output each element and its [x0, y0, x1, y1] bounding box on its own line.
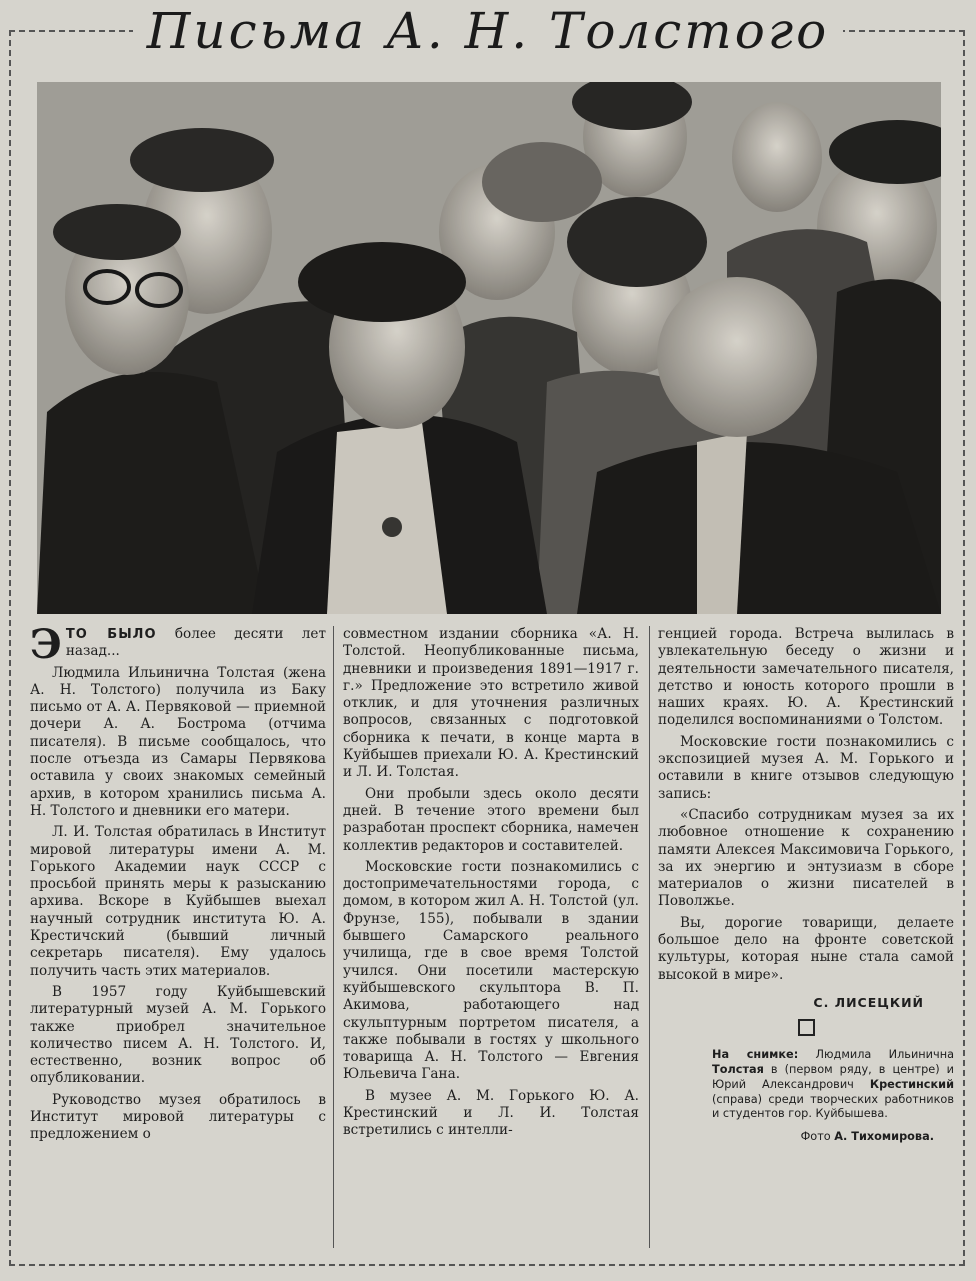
caption-text: в (первом ряду, в центре) и Юрий Александрович [712, 1063, 954, 1091]
article-paragraph: генцией города. Встреча вылилась в увлекательную беседу о жизни и деятельности замечательного писателя, детство и юность которого прошли в наших краях. Ю. А. Крестинский поделился воспоминаниями о Толстом. [658, 626, 954, 729]
group-photo [37, 82, 941, 614]
article-paragraph: Они пробыли здесь около десяти дней. В течение этого времени был разработан проспект сборника, намечен коллектив редакторов и составителей. [343, 785, 639, 854]
caption-surname: Толстая [712, 1063, 764, 1077]
intro-paragraph [30, 626, 326, 668]
article-paragraph: Людмила Ильинична Толстая (жена А. Н. Толстого) получила из Баку письмо от А. А. Первяковой — приемной дочери А. А. Бострома (отчима писателя). В письме сообщалось, что после отъезда из Самары Первякова оставила у своих знакомых семейный архив, в котором хранились письма А. Н. Толстого и дневники его матери. [30, 664, 326, 819]
article-paragraph: Руководство музея обратилось в Институт мировой литературы с предложением о [30, 1091, 326, 1143]
photo-credit [658, 1128, 934, 1145]
article-paragraph: Вы, дорогие товарищи, делаете большое дело на фронте советской культуры, которая ныне стала самой высокой в мире». [658, 914, 954, 983]
article-paragraph: В музее А. М. Горького Ю. А. Крестинский и Л. И. Толстая встретились с интелли- [343, 1087, 639, 1139]
credit-label: Фото [800, 1130, 835, 1144]
photo-caption [658, 1048, 954, 1122]
article-column-3 [658, 626, 954, 1248]
article-paragraph: совместном издании сборника «А. Н. Толстой. Неопубликованные письма, дневники и произведения 1891—1917 г. г.» Предложение это встретило живой отклик, и для уточнения различных вопросов, связанных с подготовкой сборника к печати, в конце марта в Куйбышев приехали Ю. А. Крестинский и Л. И. Толстая. [343, 626, 639, 781]
article-column-2 [343, 626, 639, 1248]
caption-surname: Крестинский [869, 1077, 954, 1091]
headline-bar [0, 0, 976, 62]
caption-text: Людмила Ильинична [815, 1048, 954, 1062]
article-paragraph: В 1957 году Куйбышевский литературный музей А. М. Горького также приобрел значительное количество писем А. Н. Толстого. И, естественно, возник вопрос об опубликовании. [30, 983, 326, 1087]
article-column-1 [30, 626, 326, 1248]
drop-cap: Э [30, 626, 62, 668]
headline: Письма А. Н. Толстого [133, 0, 843, 62]
author-signature: С. ЛИСЕЦКИЙ [813, 994, 924, 1010]
column-rule [649, 626, 650, 1248]
caption-text: (справа) среди творческих работников и студентов гор. Куйбышева. [712, 1092, 954, 1121]
article-paragraph: Московские гости познакомились с экспозицией музея А. М. Горького и оставили в книге отзывов следующую запись: [658, 733, 954, 802]
section-mark [798, 1019, 815, 1036]
intro-text: более десяти лет назад... [65, 626, 326, 660]
article-paragraph: Московские гости познакомились с достопримечательностями города, с домом, в котором жил А. Н. Толстой (ул. Фрунзе, 155), побывали в здании бывшего Самарского реального училища, где в свое время Толстой учился. Они посетили мастерскую куйбышевского скульптора В. П. Акимова, работающего над скульптурным портретом писателя, а также побывали в гостях у школьного товарища А. Н. Толстого — Евгения Юльевича Гана. [343, 858, 639, 1083]
article-paragraph: Л. И. Толстая обратилась в Институт мировой литературы имени А. М. Горького Академии наук СССР с просьбой принять меры к разысканию архива. Вскоре в Куйбышев выехал научный сотрудник института Ю. А. Крестичский (бывший личный секретарь писателя). Ему удалось получить часть этих материалов. [30, 824, 326, 979]
column-rule [333, 626, 334, 1248]
intro-lead: ТО БЫЛО [65, 627, 157, 642]
credit-name: А. Тихомирова. [834, 1130, 934, 1144]
article-paragraph: «Спасибо сотрудникам музея за их любовное отношение к сохранению памяти Алексея Максимовича Горького, за их энергию и энтузиазм в сборе материалов о жизни писателей в Поволжье. [658, 806, 954, 910]
caption-label: На снимке: [712, 1048, 799, 1062]
